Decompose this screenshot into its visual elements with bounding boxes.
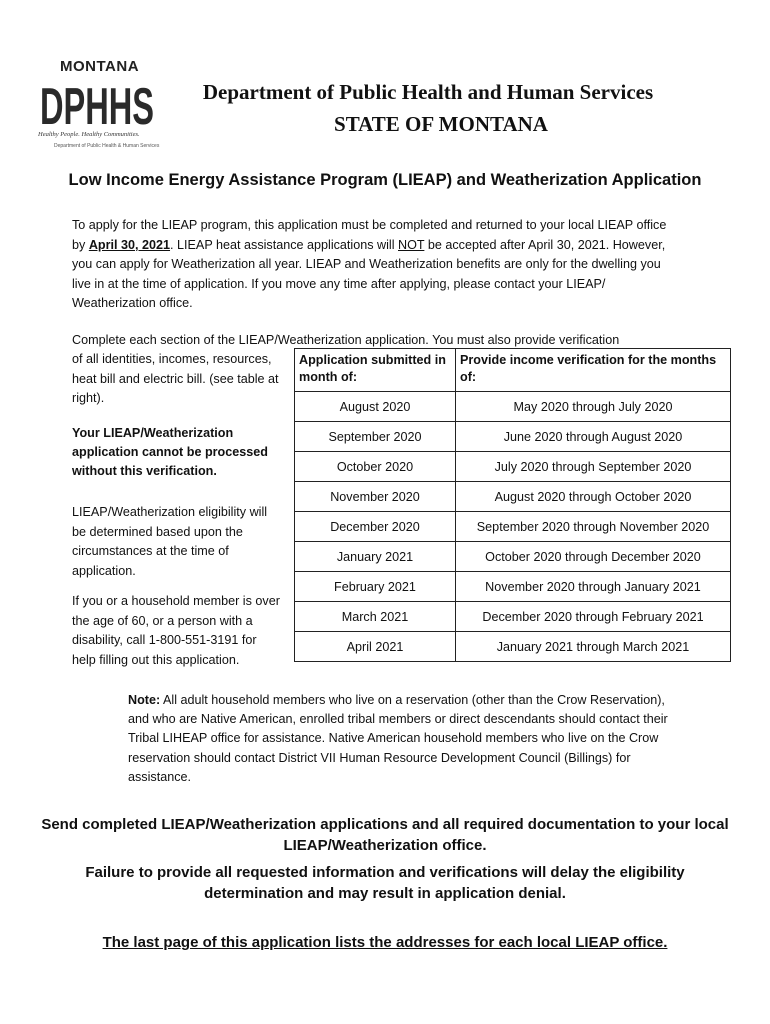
help-text: If you or a household member is over the age of 60, or a person with a disability, call 1-800-551-3191 for help filling out this application. — [72, 594, 280, 667]
deadline-date: April 30, 2021 — [88, 237, 171, 252]
complete-instruction: Complete each section of the LIEAP/Weatherization application. You must also provide verification — [72, 333, 620, 347]
table-cell: September 2020 through November 2020 — [456, 512, 731, 542]
dphhs-logo — [38, 58, 158, 152]
table-cell: June 2020 through August 2020 — [456, 422, 731, 452]
table-cell: October 2020 through December 2020 — [456, 542, 731, 572]
page-title: Low Income Energy Assistance Program (LIEAP) and Weatherization Application — [68, 171, 702, 189]
table-cell: October 2020 — [295, 452, 456, 482]
failure-warning: Failure to provide all requested information and verifications will delay the eligibility determination and may result in application denial. — [85, 864, 685, 902]
table-header: Provide income verification for the months of: — [456, 349, 731, 392]
table-row — [295, 632, 731, 662]
table-cell: January 2021 through March 2021 — [456, 632, 731, 662]
logo-state-text: MONTANA — [60, 58, 140, 75]
table-row — [295, 542, 731, 572]
intro-text-2: . LIEAP heat assistance applications will — [170, 237, 399, 252]
table-row — [295, 422, 731, 452]
reservation-note — [128, 691, 668, 787]
logo-subtext: Department of Public Health & Human Services — [54, 143, 160, 149]
svg-text:DPHHS: DPHHS — [40, 78, 154, 130]
table-cell: November 2020 through January 2021 — [456, 572, 731, 602]
table-cell: July 2020 through September 2020 — [456, 452, 731, 482]
logo-tagline: Healthy People. Healthy Communities. — [38, 131, 140, 138]
note-text: All adult household members who live on a reservation (other than the Crow Reservation), and who are Native American, enrolled tribal members or direct descendants should contact their Tribal LIHEAP office for assistance. Native American household members who live on the Crow reservation should contact District VII Human Resource Development Council (Billings) for assistance. — [128, 693, 668, 784]
table-cell: February 2021 — [295, 572, 456, 602]
table-cell: March 2021 — [295, 602, 456, 632]
last-page-note: The last page of this application lists the addresses for each local LIEAP office. — [102, 934, 668, 951]
table-cell: April 2021 — [295, 632, 456, 662]
table-cell: December 2020 — [295, 512, 456, 542]
table-cell: August 2020 through October 2020 — [456, 482, 731, 512]
table-row — [295, 392, 731, 422]
table-cell: May 2020 through July 2020 — [456, 392, 731, 422]
complete-instruction-cont: of all identities, incomes, resources, heat bill and electric bill. (see table at right). — [72, 352, 279, 405]
verification-table — [294, 348, 731, 662]
dphhs-logo-mark — [38, 70, 156, 130]
eligibility-text: LIEAP/Weatherization eligibility will be determined based upon the circumstances at the time of application. — [72, 505, 268, 578]
intro-paragraph — [72, 216, 682, 314]
not-emphasis: NOT — [398, 237, 425, 252]
verification-warning: Your LIEAP/Weatherization application cannot be processed without this verification. — [72, 426, 268, 478]
table-row — [295, 512, 731, 542]
table-row — [295, 602, 731, 632]
send-instruction: Send completed LIEAP/Weatherization applications and all required documentation to your local LIEAP/Weatherization office. — [41, 816, 729, 854]
intro-text-1: To apply for the LIEAP program, this application must be completed and returned to your local LIEAP office by — [72, 218, 667, 252]
table-cell: September 2020 — [295, 422, 456, 452]
intro-text-3: be accepted after April 30, 2021. However, you can apply for Weatherization all year. LIEAP and Weatherization benefits are only for the dwelling you live in at the time of application. If you move any time after applying, please contact your LIEAP/ Weatherization office. — [72, 237, 666, 310]
table-cell: January 2021 — [295, 542, 456, 572]
department-name: Department of Public Health and Human Services — [202, 80, 654, 104]
table-cell: December 2020 through February 2021 — [456, 602, 731, 632]
note-label: Note: — [128, 693, 161, 707]
table-row — [295, 452, 731, 482]
table-cell: November 2020 — [295, 482, 456, 512]
table-header: Application submitted in month of: — [295, 349, 456, 392]
state-name: STATE OF MONTANA — [334, 112, 548, 136]
table-row — [295, 572, 731, 602]
table-row — [295, 482, 731, 512]
table-cell: August 2020 — [295, 392, 456, 422]
table-header-row — [295, 349, 731, 392]
